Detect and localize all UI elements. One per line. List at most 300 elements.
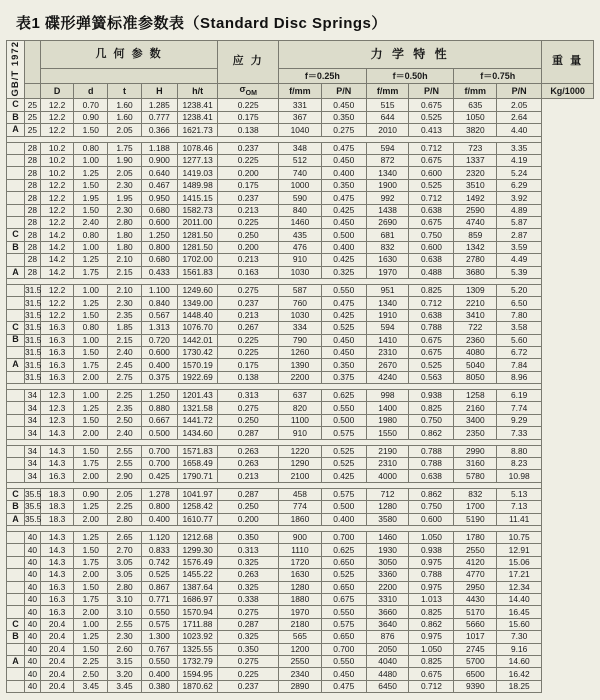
cell-7: 2200: [279, 371, 322, 383]
geometry-subheader-blank: [40, 69, 218, 84]
cell-3: 1.60: [108, 111, 142, 123]
cell-8: 0.500: [321, 229, 366, 241]
row-mark: [7, 167, 25, 179]
cell-3: 1.75: [108, 142, 142, 154]
cell-9: 1400: [366, 402, 409, 414]
row-mark: [7, 284, 25, 296]
cell-8: 0.425: [321, 470, 366, 482]
cell-3: 2.55: [108, 458, 142, 470]
cell-9: 998: [366, 390, 409, 402]
cell-8: 0.675: [321, 593, 366, 605]
cell-5: 1448.40: [177, 309, 218, 321]
cell-11: 2210: [454, 297, 497, 309]
cell-8: 0.475: [321, 142, 366, 154]
cell-7: 1290: [279, 458, 322, 470]
cell-1: 10.2: [40, 155, 74, 167]
row-mark: C: [7, 99, 25, 111]
cell-12: 18.25: [497, 680, 542, 692]
cell-4: 0.550: [141, 655, 177, 667]
table-row: [7, 427, 594, 439]
cell-6: 0.138: [218, 371, 279, 383]
cell-3: 2.55: [108, 445, 142, 457]
cell-6: 0.275: [218, 402, 279, 414]
cell-12: 8.80: [497, 445, 542, 457]
cell-7: 565: [279, 631, 322, 643]
cell-2: 2.00: [74, 470, 108, 482]
cell-5: 1658.49: [177, 458, 218, 470]
cell-9: 1340: [366, 167, 409, 179]
cell-10: 1.013: [409, 593, 454, 605]
cell-8: 0.550: [321, 284, 366, 296]
cell-11: 1017: [454, 631, 497, 643]
cell-6: 0.263: [218, 458, 279, 470]
cell-4: 0.880: [141, 402, 177, 414]
cell-3: 2.65: [108, 531, 142, 543]
cell-11: 1342: [454, 241, 497, 253]
cell-7: 900: [279, 531, 322, 543]
row-mark: [7, 346, 25, 358]
table-row: [7, 581, 594, 593]
cell-12: 15.60: [497, 618, 542, 630]
cell-9: 2190: [366, 445, 409, 457]
cell-3: 2.60: [108, 643, 142, 655]
table-row: [7, 402, 594, 414]
cell-8: 0.525: [321, 458, 366, 470]
cell-10: 0.525: [409, 359, 454, 371]
cell-10: 0.712: [409, 142, 454, 154]
cell-11: 8050: [454, 371, 497, 383]
cell-1: 12.2: [40, 297, 74, 309]
cell-5: 1201.43: [177, 390, 218, 402]
cell-2: 2.00: [74, 606, 108, 618]
cell-9: 594: [366, 322, 409, 334]
cell-3: 2.45: [108, 359, 142, 371]
cell-1: 18.3: [40, 513, 74, 525]
cell-8: 0.550: [321, 606, 366, 618]
cell-2: 0.90: [74, 111, 108, 123]
cell-9: 1410: [366, 334, 409, 346]
table-row: [7, 680, 594, 692]
table-row: [7, 458, 594, 470]
cell-12: 2.05: [497, 99, 542, 111]
cell-12: 10.98: [497, 470, 542, 482]
cell-0: 35.5: [24, 501, 42, 512]
cell-0: 40: [24, 531, 40, 543]
cell-11: 1309: [454, 284, 497, 296]
cell-3: 3.05: [108, 556, 142, 568]
cell-3: 3.10: [108, 606, 142, 618]
cell-3: 2.25: [108, 501, 142, 513]
header-row-2: [7, 69, 594, 84]
cell-12: 4.89: [497, 204, 542, 216]
cell-1: 14.2: [40, 254, 74, 266]
cell-9: 1980: [366, 414, 409, 426]
cell-8: 0.650: [321, 581, 366, 593]
cell-6: 0.250: [218, 414, 279, 426]
cell-5: 1455.22: [177, 569, 218, 581]
cell-1: 20.4: [40, 680, 74, 692]
cell-5: 1730.42: [177, 346, 218, 358]
row-mark: [7, 680, 25, 692]
cell-9: 681: [366, 229, 409, 241]
cell-11: 4080: [454, 346, 497, 358]
cell-10: 0.563: [409, 371, 454, 383]
cell-10: 0.825: [409, 655, 454, 667]
col-P-050: P/N: [409, 84, 454, 99]
cell-0: 35.5: [24, 513, 42, 524]
cell-8: 0.400: [321, 167, 366, 179]
row-mark: [7, 217, 25, 229]
table-row: [7, 266, 594, 278]
cell-0: 25: [24, 111, 40, 123]
cell-12: 17.21: [497, 569, 542, 581]
table-row: [7, 359, 594, 371]
cell-12: 8.96: [497, 371, 542, 383]
cell-1: 12.2: [40, 192, 74, 204]
cell-6: 0.313: [218, 544, 279, 556]
cell-12: 9.16: [497, 643, 542, 655]
cell-10: 0.488: [409, 266, 454, 278]
cell-0: 28: [24, 204, 40, 216]
cell-6: 0.237: [218, 192, 279, 204]
cell-1: 20.4: [40, 643, 74, 655]
cell-11: 5190: [454, 513, 497, 525]
table-row: [7, 334, 594, 346]
cell-9: 2310: [366, 458, 409, 470]
cell-6: 0.250: [218, 229, 279, 241]
sigma-subscript: OM: [245, 90, 257, 98]
cell-0: 40: [24, 593, 40, 605]
row-mark: A: [7, 266, 25, 278]
cell-11: 2780: [454, 254, 497, 266]
cell-0: 25: [24, 124, 40, 136]
col-weight: Kg/1000: [542, 84, 594, 99]
cell-6: 0.225: [218, 217, 279, 229]
cell-5: 1419.03: [177, 167, 218, 179]
cell-3: 3.15: [108, 655, 142, 667]
cell-10: 0.788: [409, 445, 454, 457]
cell-10: 0.862: [409, 427, 454, 439]
table-row: [7, 371, 594, 383]
cell-7: 1110: [279, 544, 322, 556]
cell-3: 2.30: [108, 297, 142, 309]
cell-10: 0.825: [409, 402, 454, 414]
cell-2: 2.00: [74, 569, 108, 581]
cell-10: 0.862: [409, 488, 454, 500]
table-row: [7, 513, 594, 525]
cell-0: 40: [24, 556, 40, 568]
cell-1: 14.3: [40, 531, 74, 543]
cell-12: 7.33: [497, 427, 542, 439]
cell-2: 1.00: [74, 390, 108, 402]
cell-12: 5.87: [497, 217, 542, 229]
cell-2: 1.50: [74, 346, 108, 358]
cell-11: 723: [454, 142, 497, 154]
cell-9: 3580: [366, 513, 409, 525]
cell-7: 2340: [279, 668, 322, 680]
cell-8: 0.450: [321, 334, 366, 346]
cell-7: 2100: [279, 470, 322, 482]
cell-11: 1700: [454, 501, 497, 513]
cell-2: 1.50: [74, 204, 108, 216]
cell-8: 0.625: [321, 390, 366, 402]
cell-0: 25: [24, 99, 40, 111]
cell-10: 1.050: [409, 643, 454, 655]
cell-4: 1.313: [141, 322, 177, 334]
cell-5: 1571.83: [177, 445, 218, 457]
cell-9: 3050: [366, 556, 409, 568]
cell-1: 16.3: [40, 593, 74, 605]
cell-1: 12.2: [40, 309, 74, 321]
row-mark: [7, 390, 25, 402]
cell-9: 1910: [366, 309, 409, 321]
cell-7: 367: [279, 111, 322, 123]
cell-10: 0.862: [409, 618, 454, 630]
cell-11: 3680: [454, 266, 497, 278]
cell-4: 0.425: [141, 470, 177, 482]
cell-5: 1732.79: [177, 655, 218, 667]
cell-7: 1880: [279, 593, 322, 605]
cell-0: 31.5: [24, 371, 42, 382]
cell-5: 1415.15: [177, 192, 218, 204]
cell-11: 3820: [454, 124, 497, 136]
mechanics-header: 力 学 特 性: [279, 41, 542, 69]
cell-5: 1249.60: [177, 284, 218, 296]
cell-6: 0.213: [218, 309, 279, 321]
table-row: [7, 544, 594, 556]
cell-2: 1.25: [74, 531, 108, 543]
cell-9: 1630: [366, 254, 409, 266]
cell-12: 9.29: [497, 414, 542, 426]
cell-9: 2690: [366, 217, 409, 229]
cell-3: 1.85: [108, 322, 142, 334]
cell-12: 5.13: [497, 488, 542, 500]
cell-6: 0.237: [218, 680, 279, 692]
cell-3: 2.05: [108, 124, 142, 136]
cell-10: 0.750: [409, 414, 454, 426]
cell-2: 2.50: [74, 668, 108, 680]
cell-12: 7.80: [497, 309, 542, 321]
cell-4: 0.525: [141, 569, 177, 581]
cell-4: 0.550: [141, 606, 177, 618]
cell-9: 1280: [366, 501, 409, 513]
cell-3: 2.40: [108, 346, 142, 358]
cell-11: 4740: [454, 217, 497, 229]
col-H: H: [141, 84, 177, 99]
row-mark: [7, 470, 25, 482]
cell-0: 40: [24, 618, 40, 630]
cell-7: 1970: [279, 606, 322, 618]
cell-10: 0.638: [409, 470, 454, 482]
cell-10: 0.975: [409, 581, 454, 593]
cell-5: 1325.55: [177, 643, 218, 655]
cell-6: 0.213: [218, 254, 279, 266]
table-row: [7, 556, 594, 568]
cell-2: 1.00: [74, 284, 108, 296]
cell-11: 2590: [454, 204, 497, 216]
row-mark: [7, 371, 25, 383]
col-P-075: P/N: [497, 84, 542, 99]
cell-4: 0.800: [141, 501, 177, 513]
cell-8: 0.450: [321, 155, 366, 167]
cell-2: 1.00: [74, 334, 108, 346]
cell-9: 6450: [366, 680, 409, 692]
cell-3: 2.55: [108, 618, 142, 630]
cell-7: 1860: [279, 513, 322, 525]
cell-0: 28: [24, 167, 40, 179]
cell-6: 0.338: [218, 593, 279, 605]
table-row: [7, 111, 594, 123]
mark-column-header: [24, 41, 40, 84]
cell-3: 2.80: [108, 581, 142, 593]
cell-2: 1.25: [74, 297, 108, 309]
table-row: [7, 254, 594, 266]
cell-4: 0.467: [141, 179, 177, 191]
cell-7: 1030: [279, 309, 322, 321]
cell-5: 1321.58: [177, 402, 218, 414]
cell-4: 1.285: [141, 99, 177, 111]
cell-1: 14.2: [40, 266, 74, 278]
cell-2: 1.75: [74, 266, 108, 278]
row-mark: [7, 606, 25, 618]
cell-0: 40: [24, 581, 40, 593]
table-row: [7, 655, 594, 667]
cell-6: 0.275: [218, 606, 279, 618]
cell-3: 2.75: [108, 371, 142, 383]
cell-5: 1076.70: [177, 322, 218, 334]
cell-6: 0.350: [218, 531, 279, 543]
cell-11: 2745: [454, 643, 497, 655]
cell-4: 0.833: [141, 544, 177, 556]
cell-0: 31.5: [24, 297, 42, 308]
cell-1: 16.3: [40, 371, 74, 383]
cell-2: 0.80: [74, 142, 108, 154]
cell-0: 40: [24, 643, 40, 655]
cell-10: 0.975: [409, 631, 454, 643]
cell-10: 0.788: [409, 458, 454, 470]
cell-3: 2.35: [108, 402, 142, 414]
cell-3: 2.05: [108, 167, 142, 179]
cell-1: 20.4: [40, 668, 74, 680]
row-mark: [7, 155, 25, 167]
cell-3: 2.90: [108, 470, 142, 482]
cell-0: 40: [24, 655, 40, 667]
cell-3: 2.10: [108, 254, 142, 266]
cell-7: 774: [279, 501, 322, 513]
cell-8: 0.550: [321, 402, 366, 414]
cell-11: 2950: [454, 581, 497, 593]
cell-8: 0.350: [321, 179, 366, 191]
cell-0: 31.5: [24, 359, 42, 370]
cell-6: 0.213: [218, 204, 279, 216]
col-f-075: f/mm: [454, 84, 497, 99]
cell-2: 1.75: [74, 593, 108, 605]
cell-10: 0.712: [409, 192, 454, 204]
cell-7: 910: [279, 254, 322, 266]
cell-4: 0.950: [141, 192, 177, 204]
cell-0: 34: [24, 414, 40, 426]
col-t: t: [108, 84, 142, 99]
table-row: [7, 346, 594, 358]
cell-4: 1.120: [141, 531, 177, 543]
cell-11: 1492: [454, 192, 497, 204]
cell-11: 859: [454, 229, 497, 241]
cell-10: 0.638: [409, 254, 454, 266]
cell-4: 0.575: [141, 618, 177, 630]
cell-4: 0.700: [141, 458, 177, 470]
cell-9: 4240: [366, 371, 409, 383]
cell-0: 34: [24, 470, 40, 482]
cell-7: 840: [279, 204, 322, 216]
cell-3: 1.80: [108, 229, 142, 241]
cell-3: 2.35: [108, 309, 142, 321]
cell-9: 2200: [366, 581, 409, 593]
row-mark: [7, 142, 25, 154]
cell-1: 16.3: [40, 581, 74, 593]
cell-11: 1337: [454, 155, 497, 167]
cell-11: 2350: [454, 427, 497, 439]
table-row: [7, 241, 594, 253]
cell-10: 0.413: [409, 124, 454, 136]
cell-4: 0.366: [141, 124, 177, 136]
cell-3: 3.10: [108, 593, 142, 605]
load-075h-header: f＝0.75h: [454, 69, 542, 84]
cell-0: 40: [24, 680, 40, 692]
cell-1: 18.3: [40, 501, 74, 513]
cell-12: 4.40: [497, 124, 542, 136]
cell-4: 0.680: [141, 204, 177, 216]
cell-3: 2.30: [108, 631, 142, 643]
cell-8: 0.700: [321, 643, 366, 655]
cell-8: 0.425: [321, 309, 366, 321]
cell-9: 3660: [366, 606, 409, 618]
row-mark: C: [7, 618, 25, 630]
row-mark: B: [7, 334, 25, 346]
cell-7: 1460: [279, 217, 322, 229]
cell-7: 476: [279, 241, 322, 253]
cell-1: 12.2: [40, 179, 74, 191]
cell-8: 0.575: [321, 618, 366, 630]
cell-11: 2320: [454, 167, 497, 179]
cell-4: 0.867: [141, 581, 177, 593]
cell-10: 0.825: [409, 284, 454, 296]
cell-10: 0.825: [409, 606, 454, 618]
cell-12: 2.64: [497, 111, 542, 123]
col-D: D: [40, 84, 74, 99]
cell-5: 1212.68: [177, 531, 218, 543]
cell-10: 0.525: [409, 179, 454, 191]
cell-11: 5780: [454, 470, 497, 482]
cell-6: 0.325: [218, 556, 279, 568]
disc-spring-parameters-table: [6, 40, 594, 693]
cell-10: 0.712: [409, 680, 454, 692]
cell-8: 0.500: [321, 414, 366, 426]
cell-3: 2.25: [108, 390, 142, 402]
cell-11: 5040: [454, 359, 497, 371]
cell-5: 1594.95: [177, 668, 218, 680]
table-body: [7, 99, 594, 693]
cell-3: 2.10: [108, 284, 142, 296]
cell-6: 0.250: [218, 501, 279, 513]
cell-3: 1.80: [108, 241, 142, 253]
table-row: [7, 501, 594, 513]
cell-9: 712: [366, 488, 409, 500]
table-row: [7, 99, 594, 111]
cell-0: 34: [24, 427, 40, 439]
cell-9: 1438: [366, 204, 409, 216]
cell-2: 1.00: [74, 155, 108, 167]
cell-9: 992: [366, 192, 409, 204]
